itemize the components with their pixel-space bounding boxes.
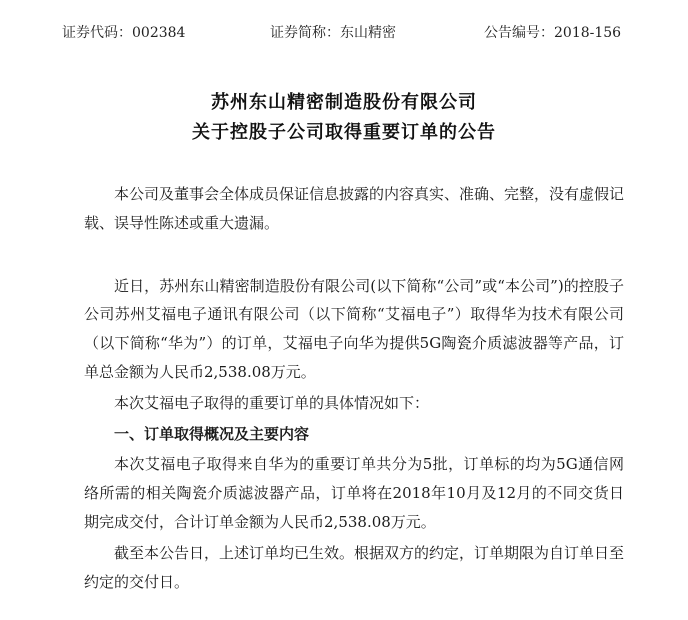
section-heading: 一、订单取得概况及主要内容 — [114, 424, 310, 443]
stock-code: 证券代码：002384 — [62, 25, 186, 41]
order-summary-paragraph: 本次艾福电子取得来自华为的重要订单共分为5批，订单标的均为5G通信网络所需的相关陶瓷介质滤波器产品，订单将在2018年10月及12月的不同交货日期完成交付，合计订单金额为人民币2,538.08万元。 — [84, 455, 624, 531]
disclaimer-paragraph: 本公司及董事会全体成员保证信息披露的内容真实、准确、完整，没有虚假记载、误导性陈述或重大遗漏。 — [84, 185, 625, 232]
details-lead-paragraph: 本次艾福电子取得的重要订单的具体情况如下： — [114, 393, 430, 412]
company-title: 苏州东山精密制造股份有限公司 — [211, 92, 477, 113]
notice-title: 关于控股子公司取得重要订单的公告 — [192, 122, 496, 143]
announcement-body — [84, 180, 624, 596]
intro-paragraph: 近日，苏州东山精密制造股份有限公司(以下简称“公司”或“本公司”)的控股子公司苏州艾福电子通讯有限公司（以下简称“艾福电子”）取得华为技术有限公司（以下简称“华为”）的订单，艾福电子向华为提供5G陶瓷介质滤波器等产品，订单总金额为人民币2,538.08万元。 — [84, 276, 624, 381]
order-status-paragraph: 截至本公告日，上述订单均已生效。根据双方的约定，订单期限为自订单日至约定的交付日。 — [84, 543, 625, 591]
stock-abbreviation: 证券简称：东山精密 — [270, 25, 396, 41]
notice-number: 公告编号：2018-156 — [484, 25, 622, 41]
title-block — [0, 88, 688, 148]
document-header — [0, 22, 688, 46]
